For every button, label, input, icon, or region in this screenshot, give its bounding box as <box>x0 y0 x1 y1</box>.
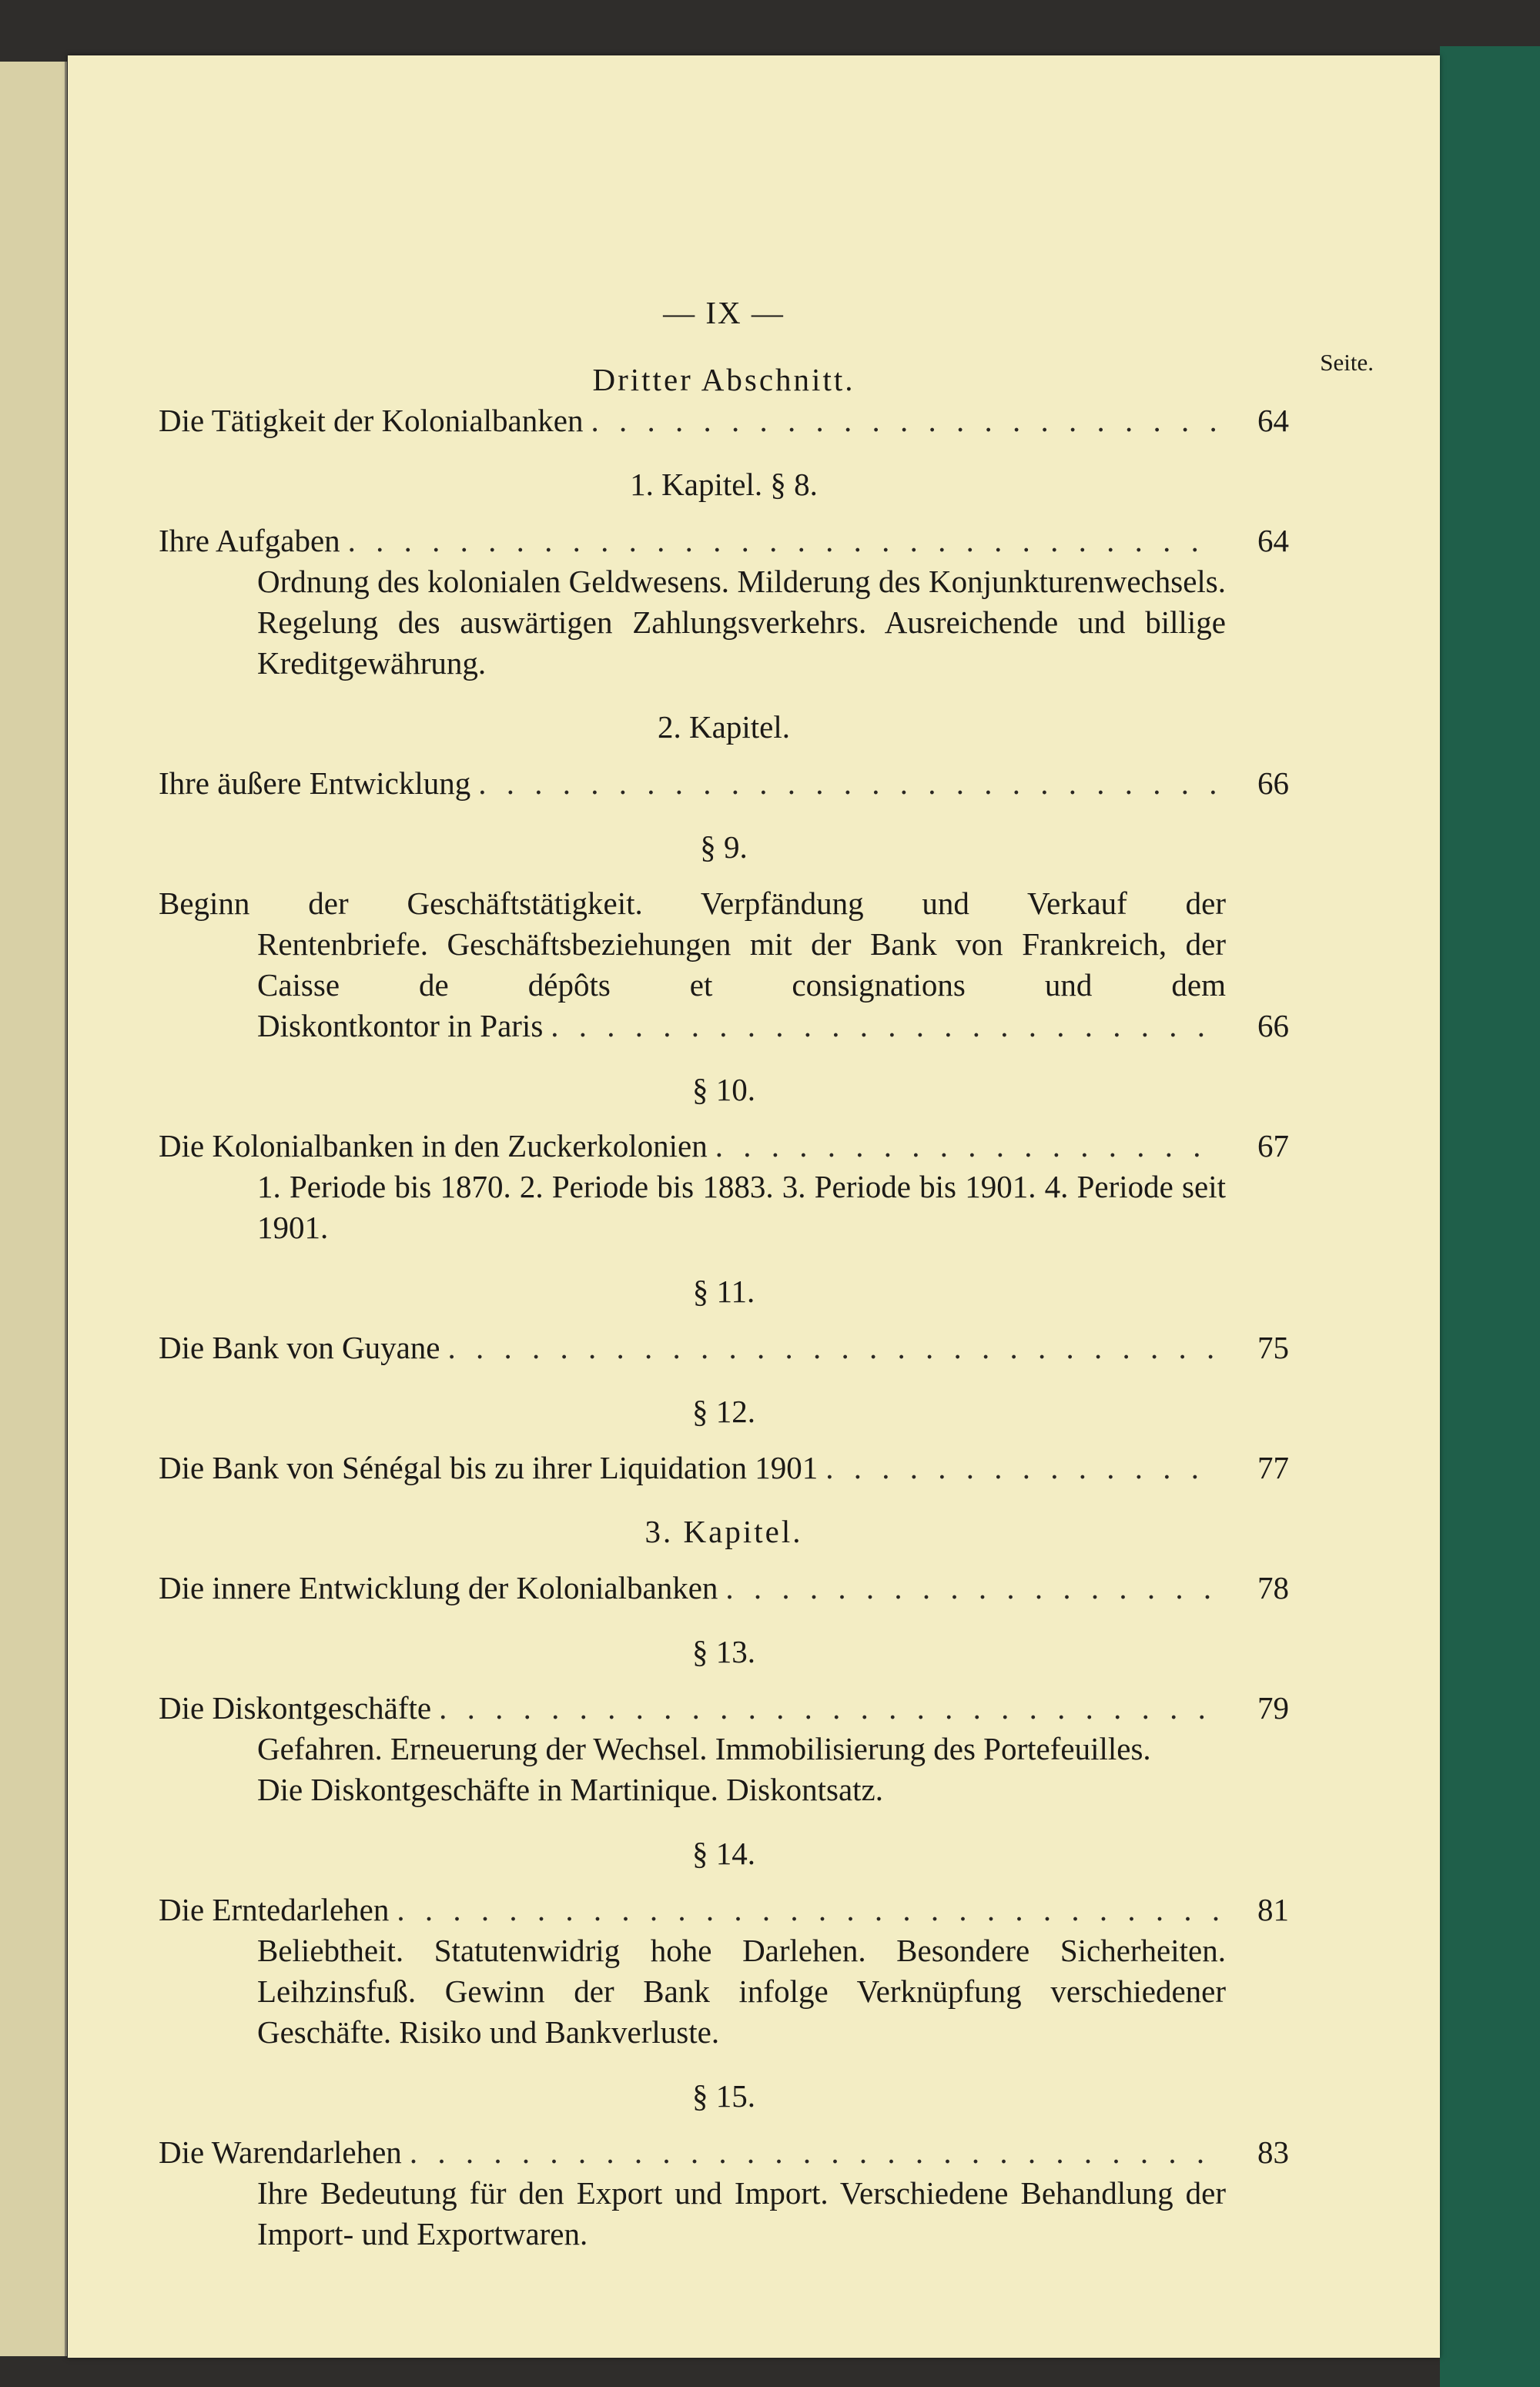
dot-leader <box>478 763 1220 804</box>
spacer <box>159 1312 1289 1327</box>
toc-entry <box>159 2132 1289 2173</box>
toc-entry-title: Die Tätigkeit der Kolonialbanken <box>159 403 584 438</box>
toc-entry-title: Die Erntedarlehen <box>159 1892 390 1927</box>
spacer <box>159 2053 1289 2076</box>
toc-entry-description: Beliebtheit. Statutenwidrig hohe Darlehen. Besondere Sicherheiten. Leihzinsfuß. Gewinn der Bank infolge Verknüpfung verschiedener Geschäfte. Risiko und Bankverluste. <box>257 1933 1226 2050</box>
chapter-heading: § 10. <box>692 1072 755 1107</box>
toc-entry-title: Die Bank von Guyane <box>159 1330 440 1365</box>
spacer <box>159 1552 1289 1568</box>
chapter-heading: 3. Kapitel. <box>644 1514 803 1549</box>
spacer <box>159 1609 1289 1632</box>
dot-leader <box>551 1006 1220 1046</box>
toc-entry-description: Ihre Bedeutung für den Export und Import. Verschiedene Behandlung der Import- und Exportwaren. <box>257 2175 1226 2251</box>
toc-entry-page: 79 <box>1257 1690 1289 1726</box>
spacer <box>159 1110 1289 1126</box>
adjacent-page-edge <box>0 62 67 2356</box>
toc-entry-description: 1. Periode bis 1870. 2. Periode bis 1883. 3. Periode bis 1901. 4. Periode seit 1901. <box>257 1169 1226 1245</box>
book-cover-edge <box>1440 46 1540 2387</box>
toc-entry-title-end: Diskontkontor in Paris <box>257 1008 544 1043</box>
toc-entry <box>159 1327 1289 1368</box>
toc-entry <box>159 763 1289 804</box>
toc-entry-title: Die innere Entwicklung der Kolonialbanken <box>159 1570 718 1605</box>
toc-entry-page: 77 <box>1257 1450 1289 1485</box>
spacer <box>159 804 1289 827</box>
toc-entry <box>159 400 1289 441</box>
page-column-header: Seite. <box>1320 349 1374 376</box>
toc-entry-description: Ordnung des kolonialen Geldwesens. Milderung des Konjunkturenwechsels. Regelung des auswärtigen Zahlungsverkehrs. Ausreichende und billige Kreditgewährung. <box>257 564 1226 681</box>
toc-entry-description: Die Diskontgeschäfte in Martinique. Diskontsatz. <box>257 1772 883 1807</box>
toc-entry <box>159 1448 1289 1488</box>
table-of-contents <box>159 360 1289 2255</box>
spacer <box>159 1874 1289 1890</box>
spacer <box>159 748 1289 763</box>
toc-entry <box>159 1568 1289 1609</box>
chapter-heading: § 9. <box>700 829 748 865</box>
toc-entry-multiline <box>159 883 1289 1046</box>
spacer <box>159 1810 1289 1833</box>
toc-entry-page: 81 <box>1257 1892 1289 1927</box>
toc-entry-last-line <box>257 1006 1289 1046</box>
toc-entry-page: 67 <box>1257 1128 1289 1163</box>
toc-entry-page: 64 <box>1257 403 1289 438</box>
toc-entry <box>159 1126 1289 1167</box>
chapter-heading: 2. Kapitel. <box>658 709 790 745</box>
toc-items <box>159 400 1289 2255</box>
spacer <box>159 2117 1289 2132</box>
toc-entry-title: Beginn der Geschäftstätigkeit. Verpfändung und Verkauf der <box>159 886 1226 921</box>
toc-entry-page: 64 <box>1257 523 1289 558</box>
toc-entry-page: 66 <box>1257 1008 1289 1043</box>
chapter-heading: § 13. <box>692 1634 755 1669</box>
dot-leader <box>410 2132 1220 2173</box>
chapter-heading: § 15. <box>692 2078 755 2114</box>
book-page <box>68 55 1440 2358</box>
spacer <box>159 1248 1289 1271</box>
spacer <box>159 505 1289 521</box>
spacer <box>159 1046 1289 1070</box>
chapter-heading: § 14. <box>692 1836 755 1871</box>
dot-leader <box>448 1327 1220 1368</box>
spacer <box>159 1672 1289 1688</box>
dot-leader <box>348 521 1220 561</box>
toc-entry-title: Die Kolonialbanken in den Zuckerkolonien <box>159 1128 708 1163</box>
dot-leader <box>397 1890 1220 1930</box>
chapter-heading: § 12. <box>692 1394 755 1429</box>
toc-entry-page: 66 <box>1257 765 1289 801</box>
toc-entry-page: 75 <box>1257 1330 1289 1365</box>
spacer <box>159 1488 1289 1512</box>
spacer <box>159 684 1289 707</box>
chapter-heading: 1. Kapitel. § 8. <box>630 467 818 502</box>
dot-leader <box>715 1126 1220 1167</box>
dot-leader <box>591 400 1220 441</box>
spacer <box>159 868 1289 883</box>
dot-leader <box>725 1568 1220 1609</box>
toc-entry <box>159 1890 1289 1930</box>
toc-entry-title: Die Diskontgeschäfte <box>159 1690 432 1726</box>
toc-entry <box>159 1688 1289 1729</box>
toc-entry <box>159 521 1289 561</box>
page-number: — IX — <box>663 295 785 330</box>
spacer <box>159 1368 1289 1391</box>
toc-entry-title-continued: Rentenbriefe. Geschäftsbeziehungen mit der Bank von Frankreich, der Caisse de dépôts et consignations und dem <box>257 926 1226 1003</box>
dot-leader <box>825 1448 1220 1488</box>
toc-entry-description: Gefahren. Erneuerung der Wechsel. Immobilisierung des Portefeuilles. <box>257 1731 1151 1766</box>
chapter-heading: § 11. <box>692 1274 755 1309</box>
toc-entry-title: Ihre äußere Entwicklung <box>159 765 471 801</box>
spacer <box>159 1432 1289 1448</box>
part-heading: Dritter Abschnitt. <box>592 362 855 397</box>
toc-entry-title: Die Bank von Sénégal bis zu ihrer Liquidation 1901 <box>159 1450 819 1485</box>
toc-entry-title: Ihre Aufgaben <box>159 523 340 558</box>
spacer <box>159 441 1289 464</box>
toc-entry-page: 83 <box>1257 2134 1289 2170</box>
dot-leader <box>439 1688 1220 1729</box>
toc-entry-title: Die Warendarlehen <box>159 2134 402 2170</box>
toc-entry-page: 78 <box>1257 1570 1289 1605</box>
